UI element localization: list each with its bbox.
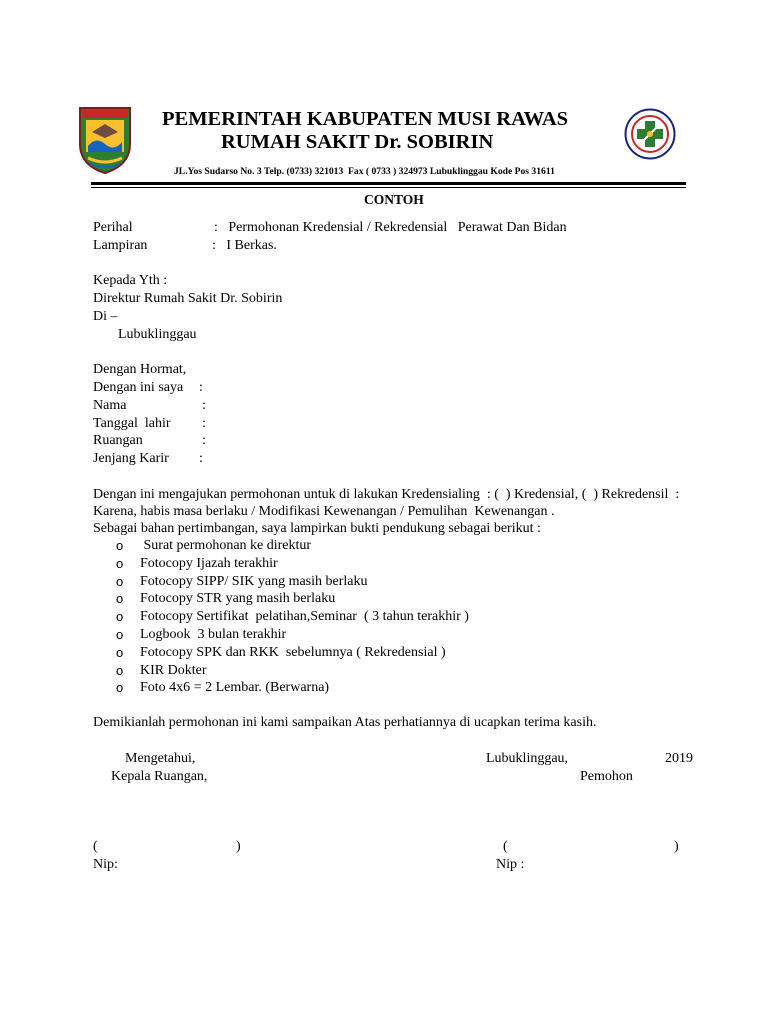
signature-close-paren-right: ): [674, 839, 679, 854]
signature-close-paren-left: ): [236, 839, 241, 854]
reason-paragraph: Karena, habis masa berlaku / Modifikasi Kewenangan / Pemulihan Kewenangan .: [93, 504, 555, 519]
field-colon: :: [202, 433, 206, 448]
nip-left-label: Nip:: [93, 857, 118, 872]
bullet-icon: o: [116, 591, 124, 607]
lampiran-label: Lampiran: [93, 238, 148, 253]
year-label: 2019: [665, 751, 693, 766]
bullet-icon: o: [116, 626, 124, 642]
musi-rawas-logo: [78, 106, 132, 174]
field-colon: :: [199, 451, 203, 466]
mengetahui-label: Mengetahui,: [125, 751, 196, 766]
bullet-icon: o: [116, 644, 124, 660]
header-government-title: PEMERINTAH KABUPATEN MUSI RAWAS: [162, 108, 569, 130]
rs-sobirin-logo: [624, 108, 676, 160]
closing-paragraph: Demikianlah permohonan ini kami sampaikan Atas perhatiannya di ucapkan terima kasih.: [93, 715, 597, 730]
recipient-di: Di –: [93, 309, 118, 324]
document-title: CONTOH: [364, 192, 424, 207]
field-label: Ruangan: [93, 433, 143, 448]
greeting: Dengan Hormat,: [93, 362, 187, 377]
document-page: PEMERINTAH KABUPATEN MUSI RAWAS RUMAH SAKIT Dr. SOBIRIN JL.Yos Sudarso No. 3 Telp. (0733) 321013 Fax ( 0733 ) 324973 Lubuklinggau Kode Pos 31611 CONTOH Perihal : Permohonan Kredensial / Rekredensial Perawat Dan Bidan Lampiran : I Berkas. Kepada Yth : Direktur Rumah Sakit Dr. Sobirin Di – Lubuklinggau Dengan Hormat, Dengan ini saya : Nama : Tanggal lahir : Ruangan : Jenjang Karir : Dengan ini mengajukan permohonan untuk di lakukan Kredensialing : ( ) Kredensial, ( ) Rekredensil : Karena, habis masa berlaku / Modifikasi Kewenangan / Pemulihan Kewenangan . Sebagai bahan pertimbangan, saya lampirkan bukti pendukung sebagai berikut : o Surat permohonan ke direktur o Fotocopy Ijazah terakhir o Fotocopy SIPP/ SIK yang masih berlaku o Fotocopy STR yang masih berlaku o Fotocopy Sertifikat pelatihan,Seminar ( 3 tahun terakhir ) o Logbook 3 bulan terakhir o Fotocopy SPK dan RKK sebelumnya ( Rekredensial ) o KIR Dokter o Foto 4x6 = 2 Lembar. (Berwarna) Demikianlah permohonan ini kami sampaikan Atas perhatiannya di ucapkan terima kasih. Mengetahui, Kepala Ruangan, Lubuklinggau, 2019 Pemohon ( ) ( ) Nip: Nip :: [0, 0, 768, 1024]
field-colon: :: [202, 416, 206, 431]
kepala-ruangan-label: Kepala Ruangan,: [111, 769, 208, 784]
recipient-city: Lubuklinggau: [118, 327, 197, 342]
field-colon: :: [199, 380, 203, 395]
nip-right-label: Nip :: [496, 857, 525, 872]
attachments-intro: Sebagai bahan pertimbangan, saya lampirkan bukti pendukung sebagai berikut :: [93, 521, 541, 536]
signature-open-paren-left: (: [93, 839, 98, 854]
bullet-icon: o: [116, 662, 124, 678]
header-hospital-title: RUMAH SAKIT Dr. SOBIRIN: [221, 131, 494, 153]
bullet-icon: o: [116, 555, 124, 571]
bullet-icon: o: [116, 573, 124, 589]
bullet-icon: o: [116, 609, 124, 625]
recipient-kepada: Kepada Yth :: [93, 273, 168, 288]
lampiran-value: : I Berkas.: [212, 238, 277, 253]
bullet-icon: o: [116, 538, 124, 553]
header-address: JL.Yos Sudarso No. 3 Telp. (0733) 321013 Fax ( 0733 ) 324973 Lubuklinggau Kode Pos 31611: [174, 166, 555, 177]
signature-open-paren-right: (: [503, 839, 508, 854]
field-label: Jenjang Karir: [93, 451, 169, 466]
field-colon: :: [202, 398, 206, 413]
recipient-name: Direktur Rumah Sakit Dr. Sobirin: [93, 291, 283, 306]
header-divider-thick: [91, 182, 686, 185]
field-label: Tanggal lahir: [93, 416, 171, 431]
request-paragraph: Dengan ini mengajukan permohonan untuk di lakukan Kredensialing : ( ) Kredensial, ( ) Rekredensil :: [93, 487, 680, 502]
pemohon-label: Pemohon: [580, 769, 633, 784]
perihal-value: : Permohonan Kredensial / Rekredensial Perawat Dan Bidan: [214, 220, 567, 235]
field-label: Dengan ini saya: [93, 380, 184, 395]
bullet-icon: o: [116, 680, 124, 696]
place-label: Lubuklinggau,: [486, 751, 569, 766]
perihal-label: Perihal: [93, 220, 133, 235]
header-divider-thin: [91, 187, 686, 188]
field-label: Nama: [93, 398, 127, 413]
